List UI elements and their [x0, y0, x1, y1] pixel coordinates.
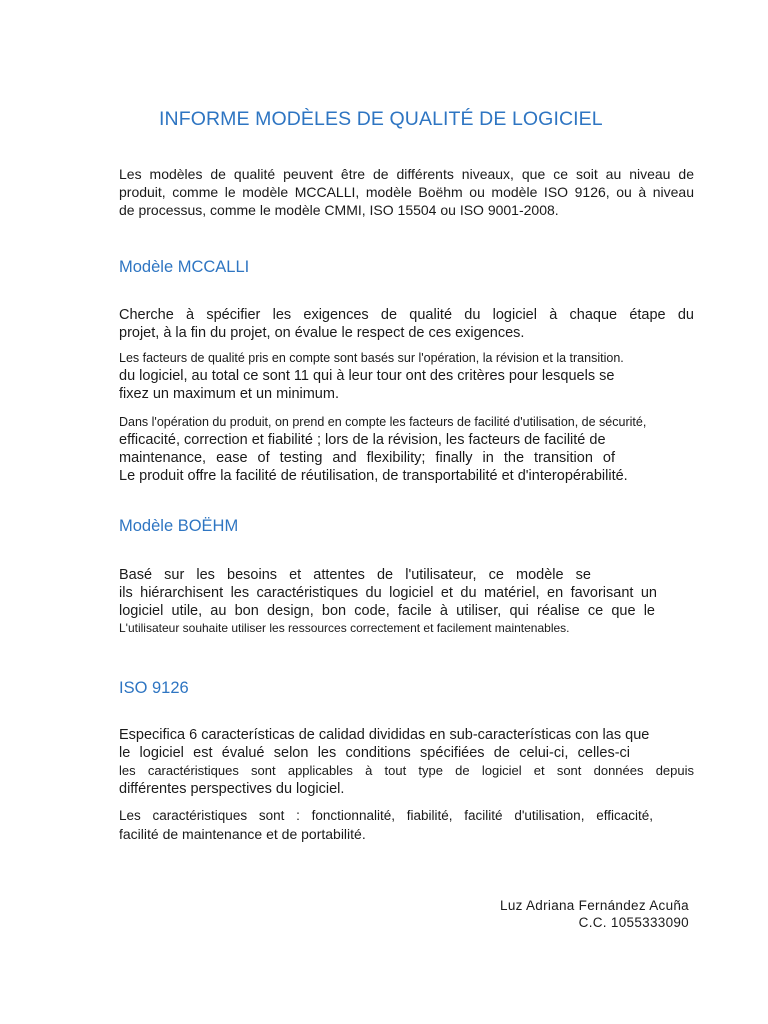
mccalli-paragraph-3 — [119, 414, 694, 485]
paragraph-line: le logiciel est évalué selon les conditions spécifiées de celui-ci, celles-ci — [119, 745, 630, 761]
section-heading-iso9126: ISO 9126 — [119, 679, 189, 697]
signature-block — [500, 897, 689, 931]
paragraph-line: Les caractéristiques sont : fonctionnalité, fiabilité, facilité d'utilisation, efficacité, — [119, 808, 653, 823]
iso9126-paragraph-1 — [119, 726, 694, 798]
paragraph-line: Cherche à spécifier les exigences de qualité du logiciel à chaque étape du — [119, 307, 694, 323]
intro-line: produit, comme le modèle MCCALLI, modèle Boëhm ou modèle ISO 9126, ou à niveau — [119, 184, 694, 200]
paragraph-line: maintenance, ease of testing and flexibility; finally in the transition of — [119, 450, 615, 466]
paragraph-line: du logiciel, au total ce sont 11 qui à leur tour ont des critères pour lesquels se — [119, 368, 615, 384]
paragraph-line: efficacité, correction et fiabilité ; lors de la révision, les facteurs de facilité de — [119, 432, 606, 448]
boehm-paragraph — [119, 566, 694, 637]
intro-line: Les modèles de qualité peuvent être de différents niveaux, que ce soit au niveau de — [119, 166, 694, 182]
iso9126-paragraph-2 — [119, 807, 694, 843]
paragraph-line: projet, à la fin du projet, on évalue le respect de ces exigences. — [119, 325, 525, 341]
paragraph-line: Dans l'opération du produit, on prend en compte les facteurs de facilité d'utilisation, de sécurité, — [119, 415, 647, 429]
author-name: Luz Adriana Fernández Acuña — [500, 898, 689, 913]
paragraph-line: facilité de maintenance et de portabilité. — [119, 826, 366, 842]
mccalli-paragraph-1 — [119, 306, 694, 342]
paragraph-line: les caractéristiques sont applicables à tout type de logiciel et sont données depuis — [119, 763, 694, 778]
section-heading-mccalli: Modèle MCCALLI — [119, 258, 250, 276]
paragraph-line: Les facteurs de qualité pris en compte sont basés sur l'opération, la révision et la transition. — [119, 351, 624, 365]
mccalli-paragraph-2 — [119, 350, 694, 403]
document-title: INFORME MODÈLES DE QUALITÉ DE LOGICIEL — [159, 108, 603, 130]
paragraph-line: logiciel utile, au bon design, bon code, facile à utiliser, qui réalise ce que le — [119, 603, 655, 619]
intro-line: de processus, comme le modèle CMMI, ISO 15504 ou ISO 9001-2008. — [119, 202, 559, 218]
paragraph-line: Basé sur les besoins et attentes de l'utilisateur, ce modèle se — [119, 567, 591, 583]
paragraph-line: ils hiérarchisent les caractéristiques du logiciel et du matériel, en favorisant un — [119, 585, 657, 601]
intro-paragraph — [119, 165, 694, 219]
paragraph-line: Especifica 6 características de calidad divididas en sub-características con las que — [119, 727, 650, 743]
paragraph-line: L'utilisateur souhaite utiliser les ressources correctement et facilement maintenables. — [119, 621, 570, 635]
paragraph-line: Le produit offre la facilité de réutilisation, de transportabilité et d'interopérabilité. — [119, 468, 628, 484]
section-heading-boehm: Modèle BOËHM — [119, 517, 239, 535]
author-id: C.C. 1055333090 — [578, 915, 689, 930]
paragraph-line: fixez un maximum et un minimum. — [119, 386, 339, 402]
paragraph-line: différentes perspectives du logiciel. — [119, 781, 345, 797]
